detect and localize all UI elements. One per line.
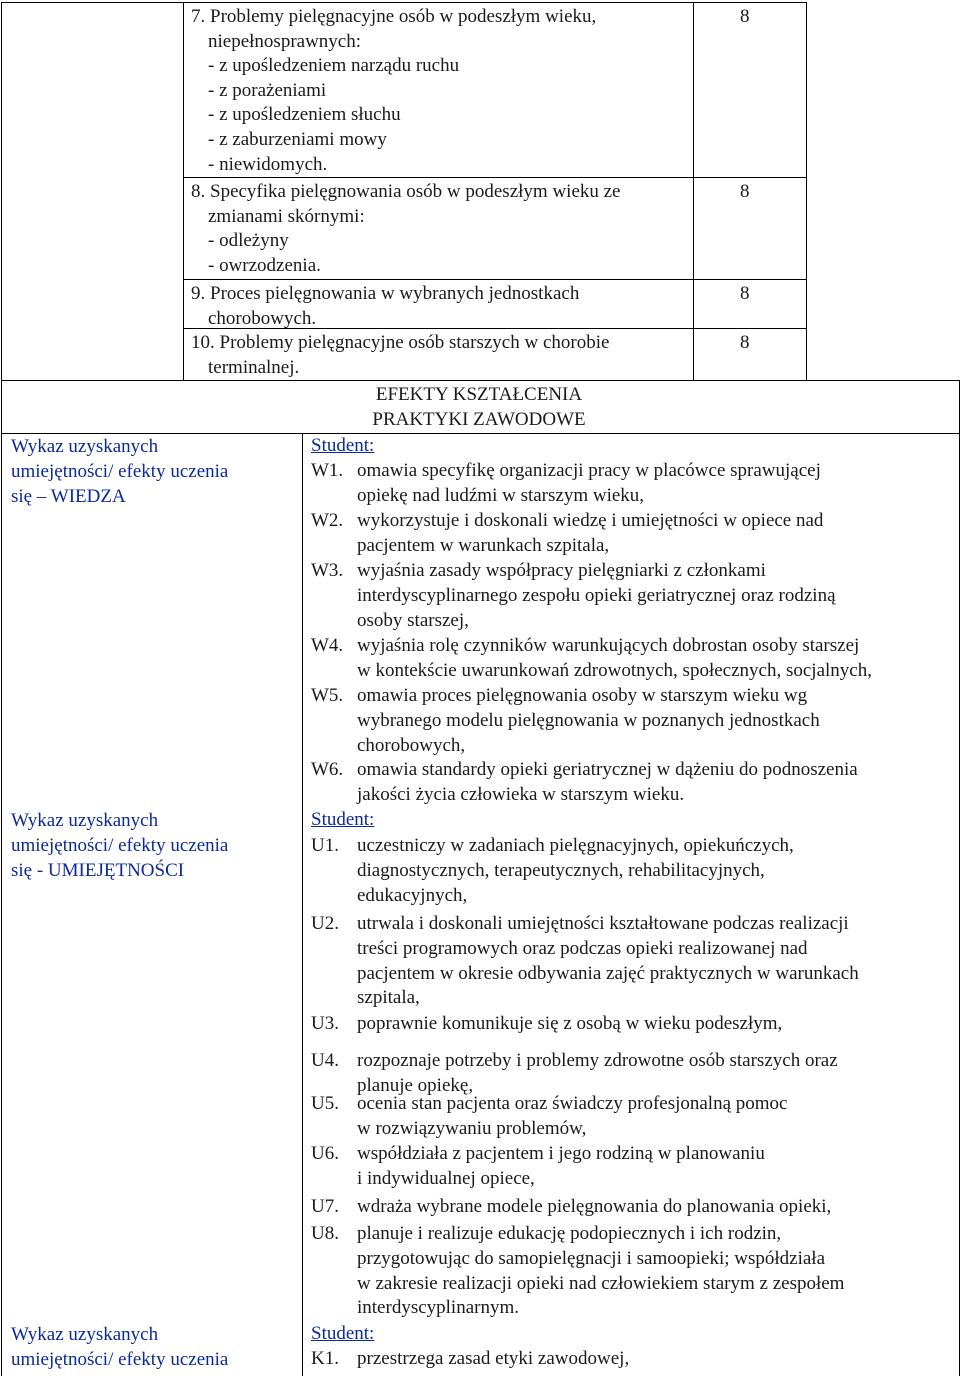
topic-text: chorobowych. <box>208 307 317 329</box>
item-code: U3. <box>311 1013 339 1034</box>
section-label: Wykaz uzyskanych <box>11 436 159 457</box>
table-rule-horizontal <box>1 433 959 434</box>
item-text: treści programowych oraz podczas opieki realizowanej nad <box>357 937 808 959</box>
section-label: umiejętności/ efekty uczenia <box>11 1349 229 1370</box>
section-label: umiejętności/ efekty uczenia <box>11 461 229 482</box>
topic-hours: 8 <box>740 332 750 353</box>
table-rule-vertical <box>806 2 807 380</box>
topic-text: - z porażeniami <box>208 79 327 101</box>
item-code: W4. <box>311 635 344 656</box>
topic-text: - z upośledzeniem narządu ruchu <box>208 55 460 77</box>
item-text: przestrzega zasad etyki zawodowej, <box>357 1348 630 1369</box>
item-text: rozpoznaje potrzeby i problemy zdrowotne osób starszych oraz <box>357 1050 838 1071</box>
table-rule-vertical <box>302 433 303 1376</box>
item-code: W6. <box>311 759 344 780</box>
topic-text: niepełnosprawnych: <box>208 30 362 52</box>
item-text: omawia specyfikę organizacji pracy w placówce sprawującej <box>357 460 821 481</box>
table-rule-horizontal <box>183 177 806 178</box>
topic-text: zmianami skórnymi: <box>208 205 365 227</box>
item-text: interdyscyplinarnego zespołu opieki geriatrycznej oraz rodziną <box>357 584 836 606</box>
item-code: U2. <box>311 913 339 934</box>
item-text: wyjaśnia zasady współpracy pielęgniarki z członkami <box>357 560 766 581</box>
item-text: w kontekście uwarunkowań zdrowotnych, społecznych, socjalnych, <box>357 659 872 681</box>
section-label: Wykaz uzyskanych <box>11 810 159 831</box>
item-text: ocenia stan pacjenta oraz świadczy profesjonalną pomoc <box>357 1093 788 1114</box>
table-rule-horizontal <box>183 279 806 280</box>
item-text: uczestniczy w zadaniach pielęgnacyjnych, opiekuńczych, <box>357 835 794 856</box>
item-text: współdziała z pacjentem i jego rodziną w planowaniu <box>357 1143 765 1164</box>
item-text: planuje i realizuje edukację podopiecznych i ich rodzin, <box>357 1223 782 1244</box>
section-label: umiejętności/ efekty uczenia <box>11 835 229 856</box>
topic-text: - owrzodzenia. <box>208 254 321 276</box>
table-rule-vertical <box>183 2 184 380</box>
item-text: wdraża wybrane modele pielęgnowania do planowania opieki, <box>357 1196 832 1217</box>
topic-hours: 8 <box>740 283 750 304</box>
header-title-line2: PRAKTYKI ZAWODOWE <box>372 409 586 430</box>
item-text: szpitala, <box>357 987 420 1009</box>
item-text: wyjaśnia rolę czynników warunkujących dobrostan osoby starszej <box>357 635 860 656</box>
item-text: w zakresie realizacji opieki nad człowiekiem starym z zespołem <box>357 1272 845 1294</box>
item-text: chorobowych, <box>357 734 466 756</box>
item-code: W2. <box>311 510 344 531</box>
item-text: omawia standardy opieki geriatrycznej w dążeniu do podnoszenia <box>357 759 858 780</box>
item-text: interdyscyplinarnym. <box>357 1297 519 1319</box>
item-text: jakości życia człowieka w starszym wieku. <box>357 783 685 805</box>
item-text: i indywidualnej opiece, <box>357 1167 535 1189</box>
student-label: Student: <box>311 809 375 830</box>
item-text: omawia proces pielęgnowania osoby w starszym wieku wg <box>357 685 808 706</box>
topic-text: - z zaburzeniami mowy <box>208 129 387 150</box>
item-code: U7. <box>311 1196 339 1217</box>
header-title-line1: EFEKTY KSZTAŁCENIA <box>375 384 583 405</box>
section-label: Wykaz uzyskanych <box>11 1324 159 1345</box>
item-text: opiekę nad ludźmi w starszym wieku, <box>357 484 645 506</box>
topic-text: terminalnej. <box>208 356 300 378</box>
topic-text: - z upośledzeniem słuchu <box>208 104 401 126</box>
topic-text: - niewidomych. <box>208 153 328 175</box>
item-code: W1. <box>311 460 344 481</box>
topic-text: 7. Problemy pielęgnacyjne osób w podeszłym wieku, <box>191 6 597 27</box>
topic-text: 10. Problemy pielęgnacyjne osób starszych w chorobie <box>191 332 610 353</box>
item-text: edukacyjnych, <box>357 884 468 906</box>
item-text: utrwala i doskonali umiejętności kształtowane podczas realizacji <box>357 913 849 934</box>
item-text: pacjentem w warunkach szpitala, <box>357 534 610 556</box>
topic-text: 8. Specyfika pielęgnowania osób w podeszłym wieku ze <box>191 181 621 202</box>
item-text: w rozwiązywaniu problemów, <box>357 1117 587 1139</box>
item-text: diagnostycznych, terapeutycznych, rehabilitacyjnych, <box>357 859 765 881</box>
item-text: wybranego modelu pielęgnowania w poznanych jednostkach <box>357 709 820 731</box>
table-rule-vertical <box>693 2 694 380</box>
student-label: Student: <box>311 1323 375 1344</box>
section-label: się - UMIEJĘTNOŚCI <box>11 860 185 881</box>
item-text: wykorzystuje i doskonali wiedzę i umiejętności w opiece nad <box>357 510 824 531</box>
section-label: się – WIEDZA <box>11 486 126 507</box>
item-code: K1. <box>311 1348 339 1369</box>
table-rule-vertical <box>1 2 2 1376</box>
item-code: U1. <box>311 835 339 856</box>
student-label: Student: <box>311 435 375 456</box>
item-code: W5. <box>311 685 344 706</box>
item-text: pacjentem w okresie odbywania zajęć praktycznych w warunkach <box>357 962 859 984</box>
topic-hours: 8 <box>740 181 750 202</box>
topic-text: 9. Proces pielęgnowania w wybranych jednostkach <box>191 283 580 304</box>
topic-hours: 8 <box>740 6 750 27</box>
topic-text: - odleżyny <box>208 230 289 252</box>
item-text: osoby starszej, <box>357 609 469 631</box>
table-rule-horizontal <box>1 2 806 3</box>
item-code: W3. <box>311 560 344 581</box>
item-text: przygotowując do samopielęgnacji i samoopieki; współdziała <box>357 1247 826 1269</box>
item-code: U8. <box>311 1223 339 1244</box>
item-code: U4. <box>311 1050 339 1071</box>
item-code: U6. <box>311 1143 339 1164</box>
item-text: planuje opiekę, <box>357 1074 474 1096</box>
item-code: U5. <box>311 1093 339 1114</box>
item-text: poprawnie komunikuje się z osobą w wieku podeszłym, <box>357 1013 783 1034</box>
table-rule-horizontal <box>1 380 959 381</box>
